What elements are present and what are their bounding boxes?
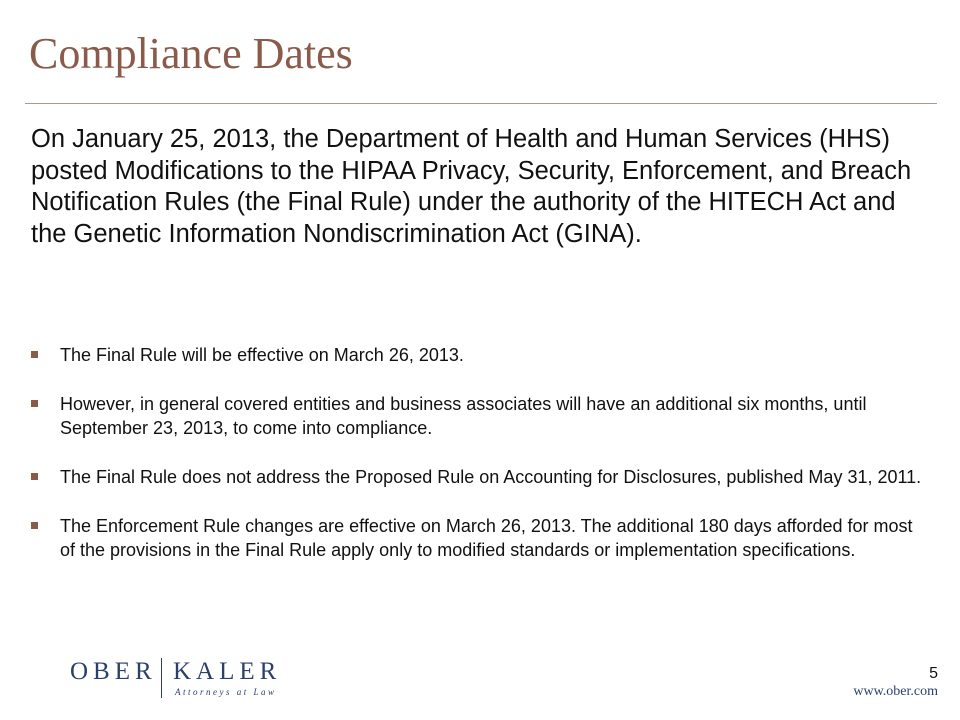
square-bullet-icon — [31, 522, 38, 529]
bullet-text: However, in general covered entities and business associates will have an additional six months, until September 23, 2013, to come into compliance. — [60, 394, 867, 438]
bullet-item — [31, 343, 931, 367]
bullet-text: The Final Rule does not address the Proposed Rule on Accounting for Disclosures, published May 31, 2011. — [60, 467, 922, 487]
square-bullet-icon — [31, 351, 38, 358]
ober-kaler-logo — [70, 656, 290, 702]
square-bullet-icon — [31, 400, 38, 407]
intro-paragraph: On January 25, 2013, the Department of Health and Human Services (HHS) posted Modifications to the HIPAA Privacy, Security, Enforcement, and Breach Notification Rules (the Final Rule) under the authority of the HITECH Act and the Genetic Information Nondiscrimination Act (GINA). — [31, 125, 912, 248]
bullet-item — [31, 392, 931, 440]
page-number: 5 — [929, 665, 938, 682]
bullet-text: The Enforcement Rule changes are effective on March 26, 2013. The additional 180 days afforded for most of the provisions in the Final Rule apply only to modified standards or implementation specifications. — [60, 516, 913, 560]
slide-title: Compliance Dates — [29, 29, 353, 78]
logo-divider — [161, 658, 162, 698]
bullet-item — [31, 465, 931, 489]
square-bullet-icon — [31, 473, 38, 480]
website-link[interactable]: www.ober.com — [853, 684, 938, 699]
logo-right-text: KALER — [173, 658, 282, 685]
logo-tagline: Attorneys at Law — [175, 687, 277, 697]
logo-left-text: OBER — [70, 658, 157, 685]
bullet-text: The Final Rule will be effective on March 26, 2013. — [60, 345, 464, 365]
title-divider — [25, 103, 937, 104]
bullet-list — [31, 343, 931, 587]
bullet-item — [31, 514, 931, 562]
